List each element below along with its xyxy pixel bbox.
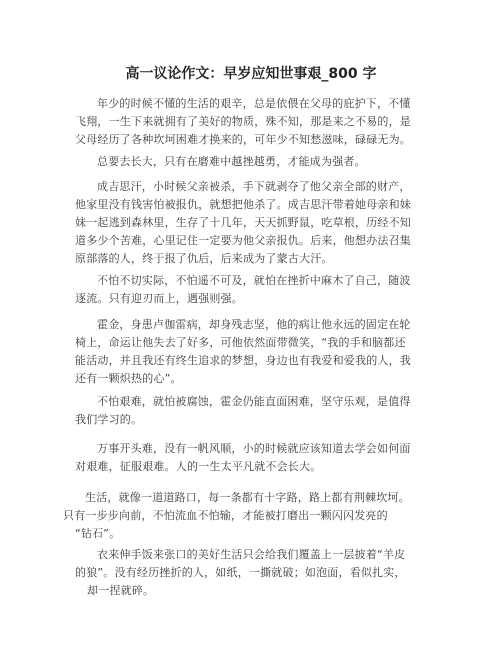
text-line: 生活，就像一道道路口，每一条都有十字路，路上都有荆棘坎坷。 [85,491,410,504]
paragraph-7 [75,440,435,476]
paragraph-4 [75,272,435,308]
paragraph-1 [75,95,435,149]
text-line: 还有一颗炽热的心”。 [75,372,182,385]
paragraph-9 [75,546,435,600]
text-line: 我们学习的。 [75,413,143,426]
text-line: 年少的时候不懂的生活的艰辛，总是依偎在父母的庇护下，不懂 [97,97,411,110]
text-line: 万事开头难，没有一帆风顺，小的时候就应该知道去学会如何面 [97,442,411,455]
text-line: 只有一步步向前，不怕流血不怕输，才能被打磨出一颗闪闪发亮的 [63,509,388,522]
paragraph-6 [75,393,435,429]
text-line: 不怕艰难，就怕被腐蚀，霍金仍能直面困难，坚守乐观，是值得 [97,395,411,408]
text-line: 飞翔，一生下来就拥有了美好的物质，殊不知，那是来之不易的，是 [75,115,411,128]
text-line: 妹一起逃到森林里，生存了十几年，天天抓野鼠，吃草根，历经不知 [75,216,411,229]
paragraph-8 [63,489,443,543]
text-line: 逐流。只有迎刃而上，遇强则强。 [75,292,243,305]
text-line: 总要去长大，只有在磨难中越挫越勇，才能成为强者。 [97,155,366,168]
text-line: 他家里没有钱害怕被报仇，就想把他杀了。成吉思汗带着她母亲和妹 [75,198,411,211]
text-line: 霍金，身患卢伽雷病，却身残志坚，他的病让他永远的固定在轮 [97,318,411,331]
text-line: 的狼”。没有经历挫折的人，如纸，一撕就破；如泡面，看似扎实， [75,566,406,579]
text-line: 道多少个苦难，心里记住一定要为他父亲报仇。后来，他想办法召集 [75,234,411,247]
paragraph-2 [75,153,435,171]
text-line: “钻石”。 [75,527,121,540]
text-line: 却一捏就碎。 [87,584,155,597]
text-line: 能活动，并且我还有终生追求的梦想，身边也有我爱和爱我的人，我 [75,354,411,367]
text-line: 椅上，命运让他失去了好多，可他依然面带微笑，“我的手和脑都还 [75,336,406,349]
text-line: 成吉思汗，小时候父亲被杀，手下就剥夺了他父亲全部的财产， [97,180,411,193]
text-line: 父母经历了各种坎坷困难才换来的，可年少不知愁滋味，碌碌无为。 [75,133,411,146]
text-line: 对艰难，征服艰难。人的一生太平凡就不会长大。 [75,460,322,473]
text-line: 不怕不切实际，不怕遥不可及，就怕在挫折中麻木了自己，随波 [97,274,411,287]
text-line: 原部落的人，终于报了仇后，后来成为了蒙古大汗。 [75,252,333,265]
document-title: 高一议论作文：早岁应知世事艰_800 字 [125,66,377,82]
text-line: 衣来伸手饭来张口的美好生活只会给我们覆盖上一层披着“羊皮 [97,548,406,561]
paragraph-5 [75,316,435,388]
paragraph-3 [75,178,435,268]
